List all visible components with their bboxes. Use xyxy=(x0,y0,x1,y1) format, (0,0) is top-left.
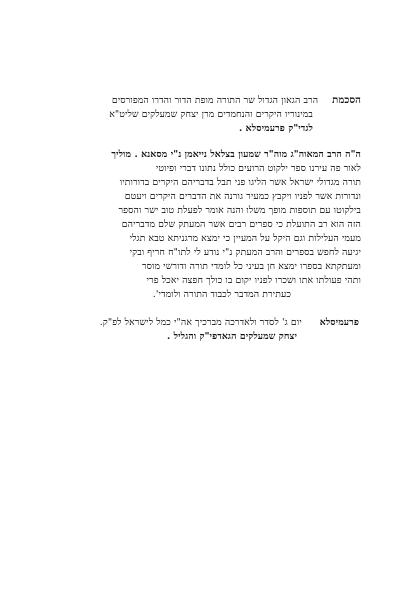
body-line-closing: כעתירת המדבר לכבוד התורה ולומדי'. xyxy=(152,289,291,300)
haskamah-title-line xyxy=(46,94,361,108)
body-line: ותהי פעולתו אתו ושכרו לפניו יקום בו כולך חפצה יאכל פרי xyxy=(146,275,361,286)
signature-name: יצחק שמעלקים הגאדפי"ק והגליל . xyxy=(167,331,297,342)
signature-date: יום ג' לסדר ולאדרכה מברכיך אה"י כמל לישראל לפ"ק. xyxy=(99,317,302,328)
body-line: ונדורות אשר לפניו ויקבץ כמעיר גורנה את הדברים היקרים ויעטם xyxy=(124,191,361,202)
body-line: יגיעה לחפש בספרים והרב המעתק נ"י נודע לי לתו"ח חריף ובקי xyxy=(129,247,361,258)
haskamah-title-line-2: במינוריו היקרים והנחמדים מרן יצחק שמעלקים שליט"א xyxy=(109,109,313,120)
signature-line-1 xyxy=(46,316,361,330)
haskamah-heading: הסכמת xyxy=(332,95,361,106)
signature-place: פרעמיסלא xyxy=(319,317,359,328)
body-line: תורה מגדולי ישראל אשר הליגו פני תבל בדבריהם היקרים בדורותיו xyxy=(119,177,361,188)
signature-block xyxy=(46,316,361,344)
haskamah-document xyxy=(46,94,361,344)
body-line: ה"ה הרב המאוה"ג מוה"ר שמעון בצלאל נייאמן נ"י מסאנא . מוליך xyxy=(111,149,361,160)
body-line: הזה הוא רב התועלת כי ספרים רבים אשר המעתק שלם מדבריהם xyxy=(121,219,361,230)
body-line: ומעתקתא בספרו ימצא חן בעיני כל לומדי תורה ודורשי מוסר xyxy=(141,261,361,272)
spacer xyxy=(46,136,361,148)
haskamah-title-line-3: לגדי"ק פרעמיסלא . xyxy=(239,123,313,134)
haskamah-title-rest: הרב הגאון הגדול שר התורה מופת הדור והדרו המפורסים xyxy=(111,95,319,106)
spacer xyxy=(46,302,361,316)
haskamah-body xyxy=(46,148,361,302)
body-line: בילקוטו עם תוספות מופך משלו והנה אומר לפעלת טוב ישר והספר xyxy=(118,205,361,216)
body-line: מעמי העלילות וגם היקל על המעיין כי ימצא מרגניתא טבא תגלי xyxy=(129,233,361,244)
body-line: לאור פה עירנו ספר ילקוט הרועים כולל נתונו דברי ופיוטי xyxy=(155,163,361,174)
